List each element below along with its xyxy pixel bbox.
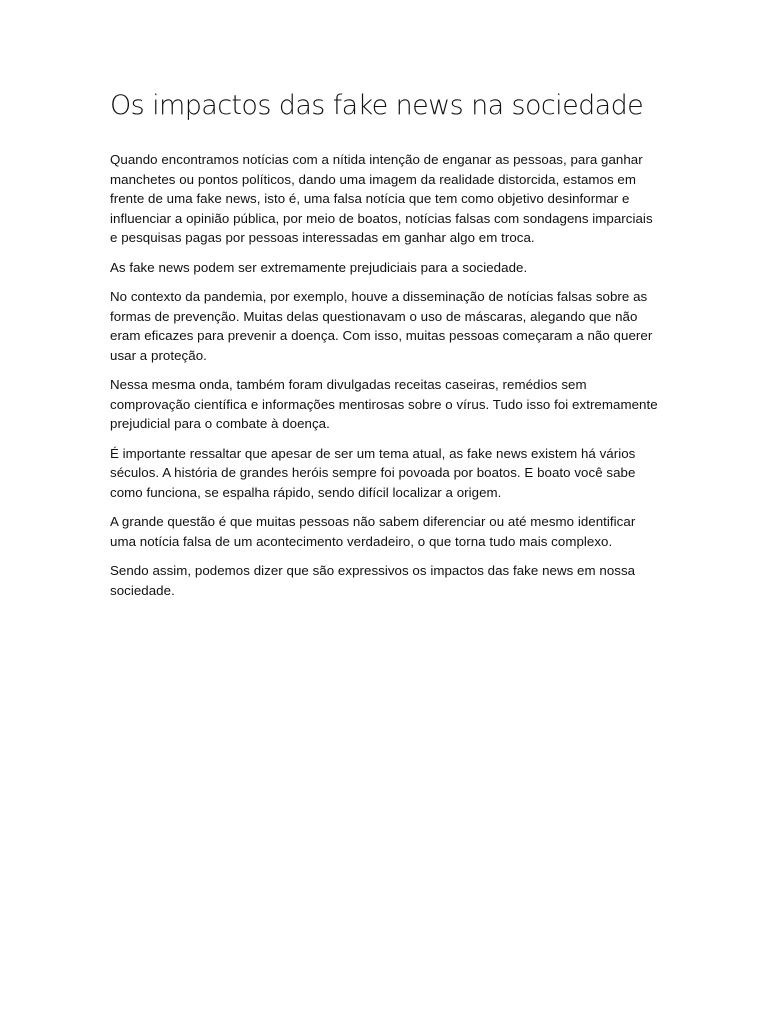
paragraph: No contexto da pandemia, por exemplo, houve a disseminação de notícias falsas sobre as formas de prevenção. Muitas delas questionavam o uso de máscaras, alegando que não eram eficazes para prevenir a doença. Com isso, muitas pessoas começaram a não querer usar a proteção.	[110, 289, 653, 363]
paragraph: Sendo assim, podemos dizer que são expressivos os impactos das fake news em nossa sociedade.	[110, 563, 636, 598]
paragraph: É importante ressaltar que apesar de ser um tema atual, as fake news existem há vários séculos. A história de grandes heróis sempre foi povoada por boatos. E boato você sabe como funciona, se espalha rápido, sendo difícil localizar a origem.	[110, 445, 636, 500]
paragraph: As fake news podem ser extremamente prejudiciais para a sociedade.	[110, 259, 528, 275]
document-title: Os impactos das fake news na sociedade	[110, 90, 644, 121]
paragraph: Nessa mesma onda, também foram divulgadas receitas caseiras, remédios sem comprovação científica e informações mentirosas sobre o vírus. Tudo isso foi extremamente prejudicial para o combate à doença.	[110, 377, 658, 431]
paragraph: Quando encontramos notícias com a nítida intenção de enganar as pessoas, para ganhar manchetes ou pontos políticos, dando uma imagem da realidade distorcida, estamos em frente de uma fake news, isto é, uma falsa notícia que tem como objetivo desinformar e influenciar a opinião pública, por meio de boatos, notícias falsas com sondagens imparciais e pesquisas pagas por pessoas interessadas em ganhar algo em troca.	[110, 152, 653, 245]
document-body	[110, 88, 662, 610]
paragraph: A grande questão é que muitas pessoas não sabem diferenciar ou até mesmo identificar uma notícia falsa de um acontecimento verdadeiro, o que torna tudo mais complexo.	[110, 514, 636, 549]
